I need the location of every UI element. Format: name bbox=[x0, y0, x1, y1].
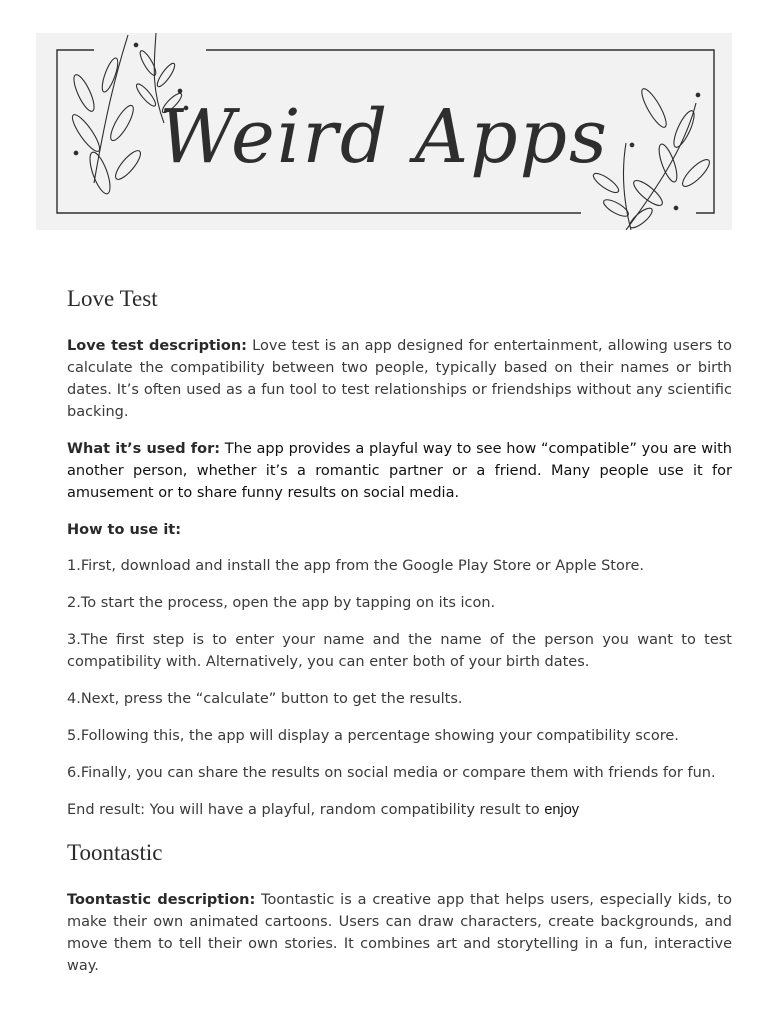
end-result-text: End result: You will have a playful, random compatibility result to bbox=[67, 802, 545, 818]
step-item: 5.Following this, the app will display a percentage showing your compatibility score. bbox=[67, 728, 679, 744]
description-text: Toontastic is a creative app that helps users, especially kids, to make their own animated cartoons. Users can draw characters, create backgrounds, and move them to tell their own stories. It combines art and storytelling in a fun, interactive way. bbox=[67, 892, 732, 974]
how-to-label: How to use it: bbox=[67, 522, 182, 538]
section-title-love-test: Love Test bbox=[67, 286, 158, 311]
toontastic-description bbox=[67, 889, 732, 977]
step-item: 4.Next, press the “calculate” button to get the results. bbox=[67, 691, 463, 707]
step-item: 2.To start the process, open the app by tapping on its icon. bbox=[67, 595, 496, 611]
step-item: 3.The first step is to enter your name and the name of the person you want to test compatibility with. Alternatively, you can enter both of your birth dates. bbox=[67, 632, 732, 670]
description-label: Toontastic description: bbox=[67, 892, 256, 908]
description-label: Love test description: bbox=[67, 338, 247, 354]
love-test-used-for bbox=[67, 438, 732, 504]
love-test-description bbox=[67, 335, 732, 423]
description-text: Love test is an app designed for entertainment, allowing users to calculate the compatibility between two people, typically based on their names or birth dates. It’s often used as a fun tool to test relationships or friendships without any scientific backing. bbox=[67, 338, 732, 420]
document-body bbox=[67, 283, 732, 992]
header-banner bbox=[36, 33, 732, 230]
banner-title: Weird Apps bbox=[159, 93, 609, 180]
end-result-last-word: enjoy bbox=[544, 802, 580, 818]
how-to-use-heading bbox=[67, 519, 732, 541]
section-title-toontastic: Toontastic bbox=[67, 840, 163, 865]
used-for-label: What it’s used for: bbox=[67, 441, 221, 457]
step-item: 1.First, download and install the app from the Google Play Store or Apple Store. bbox=[67, 558, 645, 574]
end-result bbox=[67, 799, 732, 821]
used-for-text: The app provides a playful way to see how “compatible” you are with another person, whether it’s a romantic partner or a friend. Many people use it for amusement or to share funny results on social media. bbox=[67, 441, 732, 501]
step-item: 6.Finally, you can share the results on social media or compare them with friends for fun. bbox=[67, 765, 716, 781]
